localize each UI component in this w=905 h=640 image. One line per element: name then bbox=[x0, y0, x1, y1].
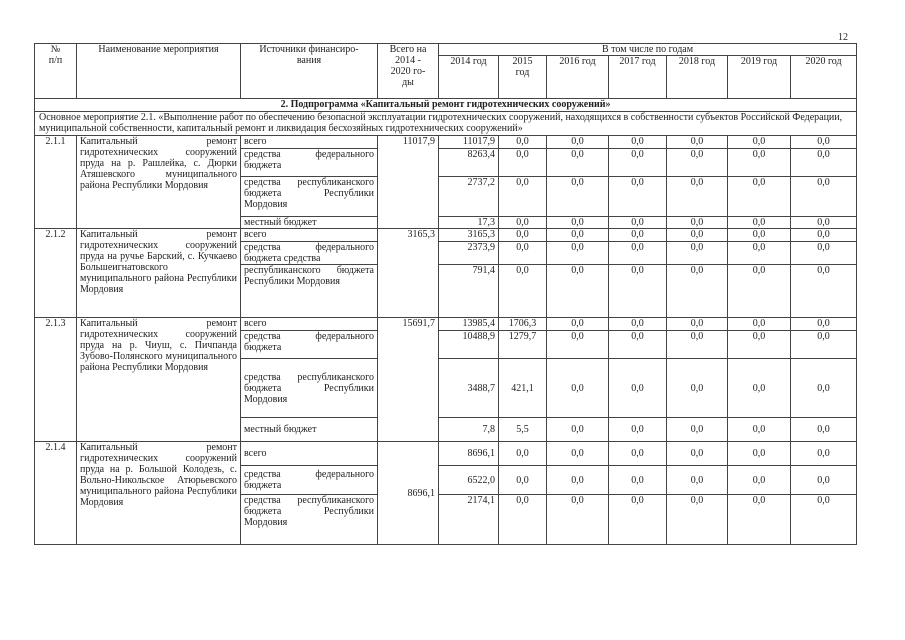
funding-source: средства республиканского бюджета Республики Мордовия bbox=[241, 359, 378, 418]
item-name: Капитальный ремонт гидротехнических сооружений пруда на р. Рашлейка, с. Дюрки Атяшевского муниципального района Республики Мордовия bbox=[77, 136, 241, 229]
year-value: 0,0 bbox=[499, 149, 547, 177]
year-value: 0,0 bbox=[791, 495, 857, 545]
year-value: 0,0 bbox=[547, 136, 609, 149]
year-value: 0,0 bbox=[609, 318, 667, 331]
funding-source: средства федерального бюджета bbox=[241, 466, 378, 495]
year-value: 10488,9 bbox=[439, 331, 499, 359]
year-value: 0,0 bbox=[791, 229, 857, 242]
year-value: 0,0 bbox=[667, 177, 728, 217]
year-value: 0,0 bbox=[499, 466, 547, 495]
year-value: 8696,1 bbox=[439, 442, 499, 466]
year-value: 0,0 bbox=[609, 265, 667, 318]
year-value: 0,0 bbox=[728, 466, 791, 495]
year-value: 0,0 bbox=[728, 495, 791, 545]
year-value: 0,0 bbox=[547, 177, 609, 217]
year-value: 0,0 bbox=[791, 418, 857, 442]
header-source: Источники финансиро- вания bbox=[241, 44, 378, 99]
funding-source: средства федерального бюджета bbox=[241, 149, 378, 177]
year-value: 0,0 bbox=[499, 229, 547, 242]
year-value: 791,4 bbox=[439, 265, 499, 318]
item-total: 8696,1 bbox=[378, 442, 439, 545]
year-value: 0,0 bbox=[547, 149, 609, 177]
year-value: 0,0 bbox=[667, 466, 728, 495]
year-value: 0,0 bbox=[667, 495, 728, 545]
year-value: 0,0 bbox=[791, 318, 857, 331]
year-value: 0,0 bbox=[547, 229, 609, 242]
year-value: 421,1 bbox=[499, 359, 547, 418]
funding-source: средства республиканского бюджета Республики Мордовия bbox=[241, 177, 378, 217]
year-value: 0,0 bbox=[499, 177, 547, 217]
year-value: 0,0 bbox=[499, 265, 547, 318]
item-number: 2.1.1 bbox=[35, 136, 77, 229]
year-value: 0,0 bbox=[728, 217, 791, 229]
year-value: 0,0 bbox=[609, 442, 667, 466]
year-value: 1706,3 bbox=[499, 318, 547, 331]
item-name: Капитальный ремонт гидротехнических сооружений пруда на р. Большой Колодезь, с. Вольно-Никольское Атюрьевского муниципального района Республики Мордовия bbox=[77, 442, 241, 545]
subprogram-title: 2. Подпрограмма «Капитальный ремонт гидротехнических сооружений» bbox=[35, 99, 857, 112]
year-value: 0,0 bbox=[609, 177, 667, 217]
year-value: 2737,2 bbox=[439, 177, 499, 217]
year-value: 0,0 bbox=[547, 418, 609, 442]
funding-source: местный бюджет bbox=[241, 217, 378, 229]
item-number: 2.1.2 bbox=[35, 229, 77, 318]
year-value: 0,0 bbox=[609, 331, 667, 359]
funding-source: местный бюджет bbox=[241, 418, 378, 442]
funding-source: средства республиканского бюджета Республики Мордовия bbox=[241, 495, 378, 545]
year-value: 0,0 bbox=[609, 359, 667, 418]
funding-source: всего bbox=[241, 318, 378, 331]
year-value: 0,0 bbox=[667, 442, 728, 466]
year-value: 17,3 bbox=[439, 217, 499, 229]
year-value: 0,0 bbox=[791, 442, 857, 466]
year-value: 0,0 bbox=[547, 442, 609, 466]
year-value: 0,0 bbox=[547, 466, 609, 495]
year-value: 0,0 bbox=[728, 359, 791, 418]
year-value: 2174,1 bbox=[439, 495, 499, 545]
header-year: 2014 год bbox=[439, 56, 499, 99]
year-value: 13985,4 bbox=[439, 318, 499, 331]
year-value: 0,0 bbox=[499, 242, 547, 265]
year-value: 8263,4 bbox=[439, 149, 499, 177]
year-value: 0,0 bbox=[667, 136, 728, 149]
year-value: 0,0 bbox=[728, 442, 791, 466]
year-value: 0,0 bbox=[499, 217, 547, 229]
header-year: 2015 год bbox=[499, 56, 547, 99]
year-value: 0,0 bbox=[547, 331, 609, 359]
year-value: 0,0 bbox=[609, 136, 667, 149]
year-value: 2373,9 bbox=[439, 242, 499, 265]
year-value: 0,0 bbox=[547, 265, 609, 318]
funding-source: средства федерального бюджета bbox=[241, 331, 378, 359]
item-total: 15691,7 bbox=[378, 318, 439, 442]
item-number: 2.1.4 bbox=[35, 442, 77, 545]
year-value: 0,0 bbox=[609, 242, 667, 265]
year-value: 0,0 bbox=[609, 495, 667, 545]
year-value: 0,0 bbox=[667, 331, 728, 359]
year-value: 0,0 bbox=[547, 495, 609, 545]
year-value: 0,0 bbox=[791, 466, 857, 495]
header-year: 2020 год bbox=[791, 56, 857, 99]
year-value: 0,0 bbox=[791, 217, 857, 229]
item-total: 3165,3 bbox=[378, 229, 439, 318]
year-value: 0,0 bbox=[667, 418, 728, 442]
header-year: 2019 год bbox=[728, 56, 791, 99]
year-value: 0,0 bbox=[728, 136, 791, 149]
year-value: 6522,0 bbox=[439, 466, 499, 495]
year-value: 3488,7 bbox=[439, 359, 499, 418]
year-value: 0,0 bbox=[791, 149, 857, 177]
header-by-years: В том числе по годам bbox=[439, 44, 857, 56]
funding-source: средства федерального бюджета средства bbox=[241, 242, 378, 265]
year-value: 0,0 bbox=[728, 242, 791, 265]
year-value: 0,0 bbox=[547, 242, 609, 265]
year-value: 0,0 bbox=[499, 442, 547, 466]
year-value: 0,0 bbox=[667, 149, 728, 177]
year-value: 0,0 bbox=[667, 217, 728, 229]
header-year: 2017 год bbox=[609, 56, 667, 99]
year-value: 0,0 bbox=[728, 418, 791, 442]
year-value: 0,0 bbox=[728, 318, 791, 331]
item-name: Капитальный ремонт гидротехнических сооружений пруда на р. Чиуш, с. Пичпанда Зубово-Полянского муниципального района Республики Мордовия bbox=[77, 318, 241, 442]
year-value: 7,8 bbox=[439, 418, 499, 442]
year-value: 0,0 bbox=[667, 265, 728, 318]
funding-source: всего bbox=[241, 229, 378, 242]
year-value: 0,0 bbox=[609, 217, 667, 229]
table-row bbox=[35, 136, 857, 149]
funding-source: республиканского бюджета Республики Мордовия bbox=[241, 265, 378, 318]
year-value: 0,0 bbox=[728, 229, 791, 242]
year-value: 0,0 bbox=[547, 359, 609, 418]
main-activity: Основное мероприятие 2.1. «Выполнение работ по обеспечению безопасной эксплуатации гидротехнических сооружений, находящихся в собственности субъектов Российской Федерации, муниципальной собственности, капитальный ремонт и ликвидация бесхозяйных гидротехнических сооружений» bbox=[35, 112, 857, 136]
year-value: 0,0 bbox=[547, 217, 609, 229]
item-name: Капитальный ремонт гидротехнических сооружений пруда на ручье Барский, с. Кучкаево Большеигнатовского муниципального района Республики Мордовия bbox=[77, 229, 241, 318]
funding-source: всего bbox=[241, 442, 378, 466]
funding-source: всего bbox=[241, 136, 378, 149]
year-value: 0,0 bbox=[728, 177, 791, 217]
year-value: 0,0 bbox=[728, 149, 791, 177]
year-value: 0,0 bbox=[667, 359, 728, 418]
year-value: 0,0 bbox=[791, 177, 857, 217]
year-value: 0,0 bbox=[499, 136, 547, 149]
year-value: 3165,3 bbox=[439, 229, 499, 242]
table-row bbox=[35, 442, 857, 466]
year-value: 5,5 bbox=[499, 418, 547, 442]
year-value: 0,0 bbox=[667, 318, 728, 331]
table-row bbox=[35, 318, 857, 331]
year-value: 0,0 bbox=[609, 418, 667, 442]
table-row bbox=[35, 229, 857, 242]
year-value: 0,0 bbox=[609, 466, 667, 495]
item-total: 11017,9 bbox=[378, 136, 439, 229]
year-value: 0,0 bbox=[499, 495, 547, 545]
header-name: Наименование мероприятия bbox=[77, 44, 241, 99]
item-number: 2.1.3 bbox=[35, 318, 77, 442]
year-value: 11017,9 bbox=[439, 136, 499, 149]
page-number: 12 bbox=[838, 32, 848, 43]
year-value: 0,0 bbox=[791, 265, 857, 318]
year-value: 0,0 bbox=[791, 359, 857, 418]
year-value: 0,0 bbox=[667, 242, 728, 265]
header-num: № п/п bbox=[35, 44, 77, 99]
financing-table bbox=[34, 43, 857, 545]
header-year: 2016 год bbox=[547, 56, 609, 99]
year-value: 0,0 bbox=[609, 149, 667, 177]
year-value: 0,0 bbox=[791, 242, 857, 265]
year-value: 0,0 bbox=[667, 229, 728, 242]
year-value: 1279,7 bbox=[499, 331, 547, 359]
header-year: 2018 год bbox=[667, 56, 728, 99]
year-value: 0,0 bbox=[791, 136, 857, 149]
year-value: 0,0 bbox=[547, 318, 609, 331]
header-total: Всего на 2014 - 2020 го- ды bbox=[378, 44, 439, 99]
year-value: 0,0 bbox=[791, 331, 857, 359]
year-value: 0,0 bbox=[728, 331, 791, 359]
year-value: 0,0 bbox=[728, 265, 791, 318]
year-value: 0,0 bbox=[609, 229, 667, 242]
